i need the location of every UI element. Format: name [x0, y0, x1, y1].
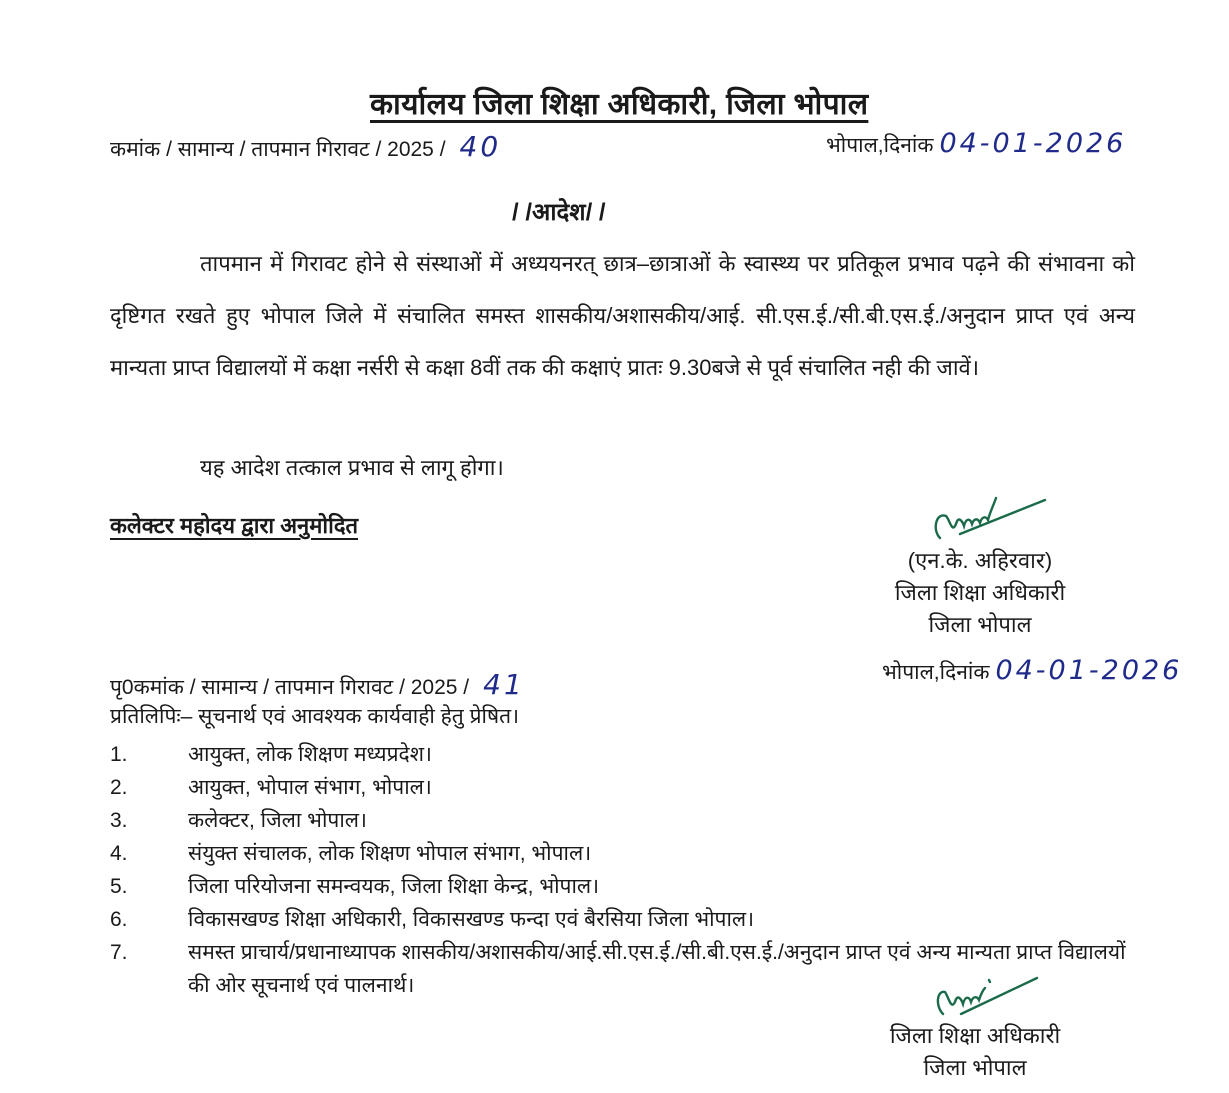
signatory-block — [860, 490, 1100, 641]
order-date — [826, 128, 1126, 159]
copy-reference-prefix: पृ0कमांक / सामान्य / तापमान गिरावट / 2025 / — [110, 676, 470, 699]
list-item-text: जिला परियोजना समन्वयक, जिला शिक्षा केन्द्र, भोपाल। — [188, 875, 600, 898]
list-item-number: 5. — [110, 875, 128, 898]
list-item-number: 4. — [110, 842, 128, 865]
list-item-number: 2. — [110, 776, 128, 799]
list-item — [110, 738, 1150, 771]
recipient-list — [110, 738, 1150, 1002]
signatory-name: (एन.के. अहिरवार) — [907, 548, 1053, 573]
list-item-number: 7. — [110, 941, 128, 964]
signatory-designation: जिला शिक्षा अधिकारी — [894, 580, 1066, 605]
list-item-number: 1. — [110, 743, 128, 766]
date-handwritten: 04-01-2026 — [939, 128, 1127, 159]
date-label: भोपाल,दिनांक — [826, 134, 934, 157]
copy-date-handwritten: 04-01-2026 — [995, 655, 1183, 686]
order-reference — [110, 130, 501, 163]
list-item-text: आयुक्त, लोक शिक्षण मध्यप्रदेश। — [188, 743, 432, 766]
list-item-text: समस्त प्राचार्य/प्रधानाध्यापक शासकीय/अशासकीय/आई.सी.एस.ई./सी.बी.एस.ई./अनुदान प्राप्त एवं अन्य मान्यता प्राप्त विद्यालयों की ओर सूचनार्थ एवं पालनार्थ। — [188, 941, 1126, 997]
copy-reference-number-handwritten: 41 — [483, 668, 525, 701]
signature-icon — [910, 490, 1050, 545]
copy-date — [882, 655, 1182, 686]
copy-signatory-district: जिला भोपाल — [923, 1055, 1027, 1080]
collector-approval-note: कलेक्टर महोदय द्वारा अनुमोदित — [110, 513, 359, 538]
list-item-number: 3. — [110, 809, 128, 832]
copy-intro: प्रतिलिपिः– सूचनार्थ एवं आवश्यक कार्यवाही हेतु प्रेषित। — [110, 705, 520, 728]
copy-date-label: भोपाल,दिनांक — [882, 661, 990, 684]
office-heading: कार्यालय जिला शिक्षा अधिकारी, जिला भोपाल — [370, 88, 869, 121]
order-effect-statement: यह आदेश तत्काल प्रभाव से लागू होगा। — [200, 455, 504, 480]
list-item-text: आयुक्त, भोपाल संभाग, भोपाल। — [188, 776, 432, 799]
signatory-district: जिला भोपाल — [928, 612, 1032, 637]
signature-icon — [905, 970, 1045, 1020]
order-title: / /आदेश/ / — [512, 199, 606, 226]
list-item-text: कलेक्टर, जिला भोपाल। — [188, 809, 367, 832]
list-item — [110, 837, 1150, 870]
order-body: तापमान में गिरावट होने से संस्थाओं में अध्ययनरत् छात्र–छात्राओं के स्वास्थ्य पर प्रतिकूल प्रभाव पढ़ने की संभावना को दृष्टिगत रखते हुए भोपाल जिले में संचालित समस्त शासकीय/अशासकीय/आई. सी.एस.ई./सी.बी.एस.ई./अनुदान प्राप्त एवं अन्य मान्यता प्राप्त विद्यालयों में कक्षा नर्सरी से कक्षा 8वीं तक की कक्षाएं प्रातः 9.30बजे से पूर्व संचालित नही की जावें। — [110, 251, 1135, 380]
copy-signatory-designation: जिला शिक्षा अधिकारी — [889, 1023, 1061, 1048]
list-item — [110, 771, 1150, 804]
copy-reference — [110, 668, 525, 701]
reference-number-handwritten: 40 — [459, 130, 502, 163]
list-item-text: संयुक्त संचालक, लोक शिक्षण भोपाल संभाग, भोपाल। — [188, 842, 592, 865]
list-item-number: 6. — [110, 908, 128, 931]
list-item — [110, 870, 1150, 903]
copy-signatory-block — [860, 970, 1090, 1084]
list-item — [110, 804, 1150, 837]
list-item — [110, 903, 1150, 936]
reference-prefix: कमांक / सामान्य / तापमान गिरावट / 2025 / — [110, 138, 446, 161]
list-item-text: विकासखण्ड शिक्षा अधिकारी, विकासखण्ड फन्दा एवं बैरसिया जिला भोपाल। — [188, 908, 755, 931]
